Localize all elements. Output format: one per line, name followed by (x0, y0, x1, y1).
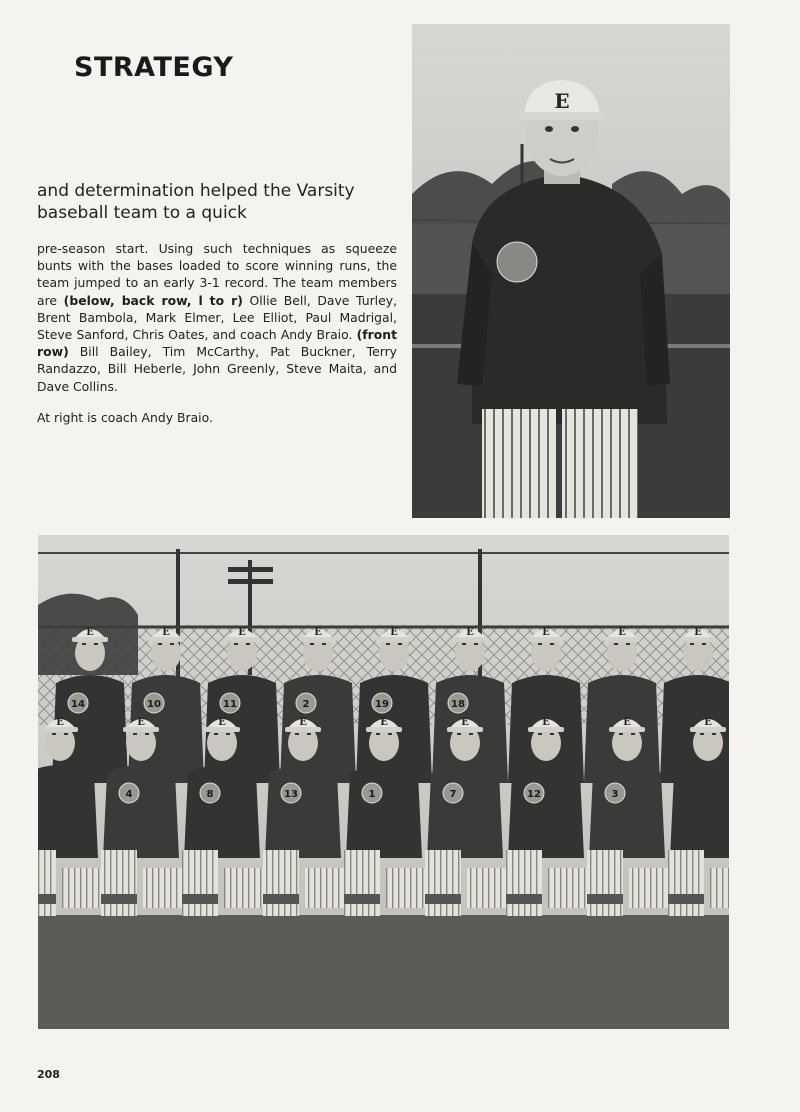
team-photo-illustration (38, 535, 729, 1029)
body-text-part-3: Bill Bailey, Tim McCarthy, Pat Buckner, Terry Randazzo, Bill Heberle, John Greenly, Steve Maita, and Dave Collins. (37, 344, 397, 394)
back-row-cap-letter: E (542, 627, 550, 638)
body-text-part-1: pre-season start. Using such techniques as squeeze bunts with the bases loaded to score winning runs, the team jumped to an early 3-1 record. The team members are (37, 241, 397, 308)
coach-photo (412, 24, 730, 518)
back-row-cap-letter: E (314, 627, 322, 638)
coach-photo-illustration (412, 24, 730, 518)
coach-cap-letter: E (554, 89, 570, 113)
coach-caption: At right is coach Andy Braio. (37, 410, 213, 425)
back-row-jersey-number: 10 (147, 699, 161, 710)
front-row-cap-letter: E (542, 717, 550, 728)
front-row-jersey-number: 1 (368, 789, 376, 800)
back-row-label: (below, back row, l to r) (63, 292, 243, 308)
back-row-cap-letter: E (238, 627, 246, 638)
lead-paragraph: and determination helped the Varsity baseball team to a quick (37, 181, 355, 223)
page-heading: STRATEGY (74, 52, 234, 83)
front-row-jersey-number: 4 (125, 789, 133, 800)
back-row-jersey-number: 18 (451, 699, 465, 710)
team-photo (38, 535, 729, 1029)
front-row-jersey-number: 12 (527, 789, 541, 800)
front-row-cap-letter: E (623, 717, 631, 728)
back-row-jersey-number: 14 (71, 699, 85, 710)
body-paragraph (37, 240, 397, 395)
back-row-cap-letter: E (86, 627, 94, 638)
front-row-jersey-number: 8 (206, 789, 214, 800)
front-row-cap-letter: E (380, 717, 388, 728)
back-row-jersey-number: 11 (223, 699, 237, 710)
body-text-part-2: Ollie Bell, Dave Turley, Brent Bambola, Mark Elmer, Lee Elliot, Paul Madrigal, Steve Sanford, Chris Oates, and coach Andy Braio. (37, 292, 398, 343)
front-row-cap-letter: E (137, 717, 145, 728)
front-row-label: (front row) (37, 327, 397, 360)
front-row-cap-letter: E (218, 717, 226, 728)
front-row-cap-letter: E (299, 717, 307, 728)
front-row-cap-letter: E (461, 717, 469, 728)
back-row-cap-letter: E (162, 627, 170, 638)
back-row-cap-letter: E (694, 627, 702, 638)
back-row-cap-letter: E (390, 627, 398, 638)
front-row-cap-letter: E (56, 717, 64, 728)
front-row-jersey-number: 7 (449, 789, 457, 800)
front-row-jersey-number: 13 (284, 789, 298, 800)
front-row-cap-letter: E (704, 717, 712, 728)
back-row-jersey-number: 2 (302, 699, 310, 710)
back-row-cap-letter: E (618, 627, 626, 638)
back-row-cap-letter: E (466, 627, 474, 638)
back-row-jersey-number: 19 (375, 699, 389, 710)
page-number: 208 (37, 1068, 60, 1081)
front-row-jersey-number: 3 (611, 789, 619, 800)
